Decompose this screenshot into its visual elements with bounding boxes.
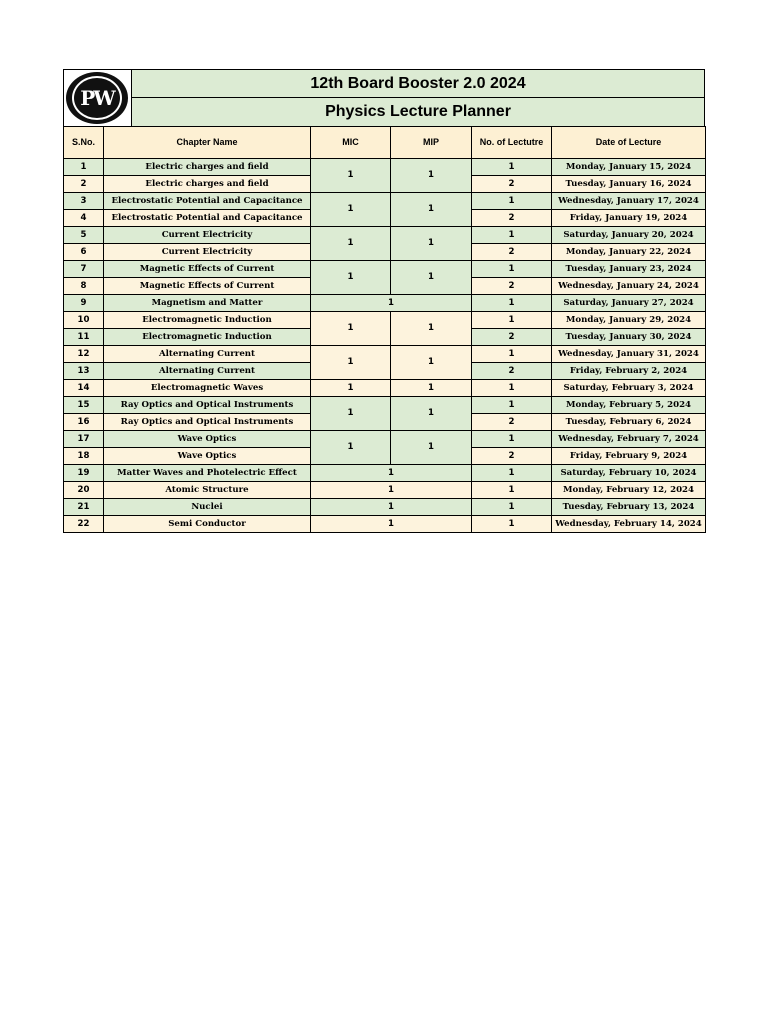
sheet-subtitle: Physics Lecture Planner <box>132 98 704 126</box>
row-date: Tuesday, February 6, 2024 <box>552 414 706 431</box>
table-row <box>64 482 706 499</box>
row-lectures: 1 <box>472 397 552 414</box>
row-lectures: 2 <box>472 448 552 465</box>
row-sno: 17 <box>64 431 104 448</box>
row-mip: 1 <box>391 227 472 261</box>
row-mic: 1 <box>311 346 391 380</box>
row-sno: 16 <box>64 414 104 431</box>
row-sno: 11 <box>64 329 104 346</box>
row-chapter: Magnetism and Matter <box>104 295 311 312</box>
row-sno: 4 <box>64 210 104 227</box>
row-mic: 1 <box>311 431 391 465</box>
row-chapter: Matter Waves and Photelectric Effect <box>104 465 311 482</box>
col-header-mip: MIP <box>391 127 472 159</box>
table-row <box>64 465 706 482</box>
table-row <box>64 295 706 312</box>
row-lectures: 1 <box>472 346 552 363</box>
row-lectures: 1 <box>472 227 552 244</box>
row-date: Friday, January 19, 2024 <box>552 210 706 227</box>
row-sno: 14 <box>64 380 104 397</box>
row-mic: 1 <box>311 380 391 397</box>
row-date: Friday, February 2, 2024 <box>552 363 706 380</box>
row-sno: 5 <box>64 227 104 244</box>
row-date: Wednesday, February 14, 2024 <box>552 516 706 533</box>
table-row <box>64 431 706 448</box>
row-mip: 1 <box>391 380 472 397</box>
row-chapter: Electrostatic Potential and Capacitance <box>104 210 311 227</box>
row-chapter: Electromagnetic Induction <box>104 329 311 346</box>
row-lectures: 2 <box>472 414 552 431</box>
row-chapter: Electric charges and field <box>104 159 311 176</box>
row-lectures: 2 <box>472 210 552 227</box>
row-sno: 18 <box>64 448 104 465</box>
row-sno: 7 <box>64 261 104 278</box>
row-sno: 19 <box>64 465 104 482</box>
table-row <box>64 346 706 363</box>
row-mip: 1 <box>391 159 472 193</box>
row-mic-mip-merged: 1 <box>311 482 472 499</box>
row-chapter: Current Electricity <box>104 227 311 244</box>
row-mip: 1 <box>391 346 472 380</box>
row-date: Wednesday, January 24, 2024 <box>552 278 706 295</box>
lecture-table <box>63 126 706 533</box>
row-lectures: 1 <box>472 159 552 176</box>
row-chapter: Wave Optics <box>104 448 311 465</box>
lecture-planner-sheet <box>63 69 705 533</box>
table-header-row <box>64 127 706 159</box>
row-chapter: Semi Conductor <box>104 516 311 533</box>
row-sno: 20 <box>64 482 104 499</box>
row-mic: 1 <box>311 159 391 193</box>
row-chapter: Nuclei <box>104 499 311 516</box>
row-lectures: 2 <box>472 244 552 261</box>
row-chapter: Atomic Structure <box>104 482 311 499</box>
table-row <box>64 499 706 516</box>
logo-cell <box>64 70 132 126</box>
table-row <box>64 227 706 244</box>
row-sno: 21 <box>64 499 104 516</box>
row-lectures: 2 <box>472 363 552 380</box>
row-chapter: Magnetic Effects of Current <box>104 278 311 295</box>
row-lectures: 1 <box>472 295 552 312</box>
row-mic-mip-merged: 1 <box>311 295 472 312</box>
row-sno: 9 <box>64 295 104 312</box>
row-sno: 6 <box>64 244 104 261</box>
row-date: Saturday, February 3, 2024 <box>552 380 706 397</box>
table-row <box>64 380 706 397</box>
row-date: Tuesday, January 30, 2024 <box>552 329 706 346</box>
row-lectures: 1 <box>472 431 552 448</box>
row-mip: 1 <box>391 261 472 295</box>
row-sno: 3 <box>64 193 104 210</box>
row-date: Tuesday, February 13, 2024 <box>552 499 706 516</box>
row-sno: 2 <box>64 176 104 193</box>
pw-logo <box>66 72 128 124</box>
row-chapter: Magnetic Effects of Current <box>104 261 311 278</box>
row-date: Monday, February 5, 2024 <box>552 397 706 414</box>
row-sno: 12 <box>64 346 104 363</box>
row-lectures: 2 <box>472 278 552 295</box>
table-row <box>64 516 706 533</box>
row-date: Monday, February 12, 2024 <box>552 482 706 499</box>
row-mic-mip-merged: 1 <box>311 499 472 516</box>
row-date: Wednesday, January 31, 2024 <box>552 346 706 363</box>
row-lectures: 1 <box>472 499 552 516</box>
row-lectures: 1 <box>472 465 552 482</box>
row-sno: 1 <box>64 159 104 176</box>
row-chapter: Electromagnetic Induction <box>104 312 311 329</box>
row-date: Tuesday, January 16, 2024 <box>552 176 706 193</box>
row-sno: 8 <box>64 278 104 295</box>
row-chapter: Ray Optics and Optical Instruments <box>104 397 311 414</box>
row-lectures: 1 <box>472 380 552 397</box>
table-row <box>64 159 706 176</box>
row-date: Saturday, February 10, 2024 <box>552 465 706 482</box>
col-header-lectures: No. of Lectutre <box>472 127 552 159</box>
row-chapter: Alternating Current <box>104 363 311 380</box>
row-chapter: Wave Optics <box>104 431 311 448</box>
row-sno: 15 <box>64 397 104 414</box>
row-lectures: 1 <box>472 193 552 210</box>
row-date: Monday, January 29, 2024 <box>552 312 706 329</box>
sheet-header <box>63 69 705 126</box>
row-mic: 1 <box>311 312 391 346</box>
row-date: Friday, February 9, 2024 <box>552 448 706 465</box>
row-sno: 22 <box>64 516 104 533</box>
row-lectures: 2 <box>472 329 552 346</box>
row-mip: 1 <box>391 193 472 227</box>
row-chapter: Electrostatic Potential and Capacitance <box>104 193 311 210</box>
pw-logo-text: PW <box>72 76 122 120</box>
row-lectures: 2 <box>472 176 552 193</box>
table-row <box>64 397 706 414</box>
row-mic: 1 <box>311 261 391 295</box>
row-lectures: 1 <box>472 261 552 278</box>
sheet-title: 12th Board Booster 2.0 2024 <box>132 70 704 98</box>
col-header-sno: S.No. <box>64 127 104 159</box>
row-date: Monday, January 15, 2024 <box>552 159 706 176</box>
col-header-chapter: Chapter Name <box>104 127 311 159</box>
row-mic: 1 <box>311 227 391 261</box>
row-chapter: Ray Optics and Optical Instruments <box>104 414 311 431</box>
row-sno: 13 <box>64 363 104 380</box>
table-row <box>64 312 706 329</box>
row-date: Tuesday, January 23, 2024 <box>552 261 706 278</box>
table-row <box>64 261 706 278</box>
row-mip: 1 <box>391 397 472 431</box>
table-body <box>64 159 706 533</box>
row-mic-mip-merged: 1 <box>311 465 472 482</box>
row-lectures: 1 <box>472 312 552 329</box>
row-date: Wednesday, January 17, 2024 <box>552 193 706 210</box>
row-chapter: Electromagnetic Waves <box>104 380 311 397</box>
row-lectures: 1 <box>472 482 552 499</box>
col-header-mic: MIC <box>311 127 391 159</box>
row-mip: 1 <box>391 431 472 465</box>
col-header-date: Date of Lecture <box>552 127 706 159</box>
row-chapter: Electric charges and field <box>104 176 311 193</box>
row-date: Monday, January 22, 2024 <box>552 244 706 261</box>
row-mip: 1 <box>391 312 472 346</box>
row-mic-mip-merged: 1 <box>311 516 472 533</box>
row-date: Wednesday, February 7, 2024 <box>552 431 706 448</box>
table-row <box>64 193 706 210</box>
row-date: Saturday, January 27, 2024 <box>552 295 706 312</box>
row-mic: 1 <box>311 193 391 227</box>
row-sno: 10 <box>64 312 104 329</box>
row-lectures: 1 <box>472 516 552 533</box>
row-mic: 1 <box>311 397 391 431</box>
row-date: Saturday, January 20, 2024 <box>552 227 706 244</box>
row-chapter: Current Electricity <box>104 244 311 261</box>
row-chapter: Alternating Current <box>104 346 311 363</box>
